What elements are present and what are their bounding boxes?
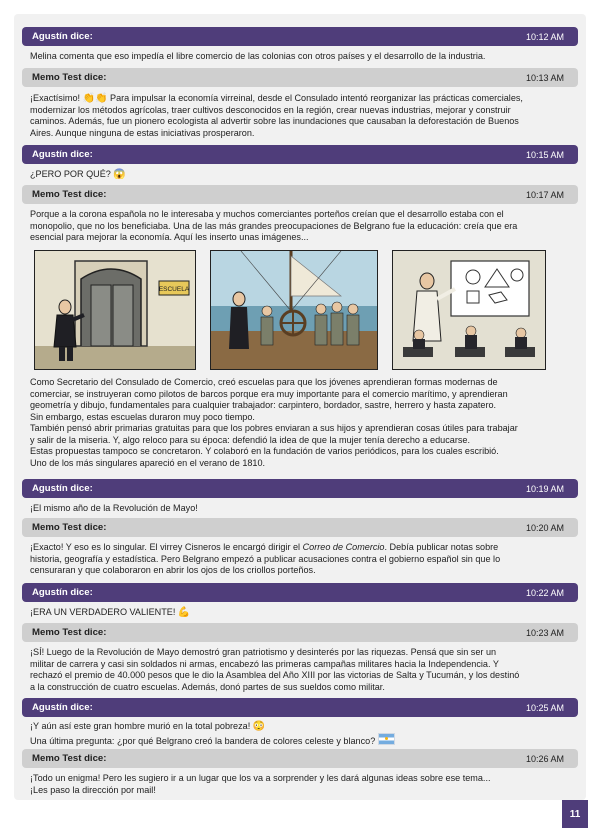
message-body: [30, 93, 578, 139]
message-line: Melina comenta que eso impedía el libre comercio de las colonias con otros países y el desarrollo de la industria.: [30, 51, 486, 61]
embarrassed-face-icon: 😳: [252, 721, 266, 732]
sender-name: Agustín dice:: [32, 702, 93, 713]
sender-name: Memo Test dice:: [32, 753, 107, 764]
message-line: ¡Exacto! Y eso es lo singular. El virrey Cisneros le encargó dirigir el: [30, 542, 301, 552]
clapping-hands-icon: 👏👏: [82, 93, 108, 104]
message-line: ¡ERA UN VERDADERO VALIENTE!: [30, 607, 176, 617]
message-line: ¡SÍ! Luego de la Revolución de Mayo demostró gran patriotismo y desinterés por las riquezas. Pensá que sin ser un: [30, 647, 497, 657]
message-body: [30, 169, 578, 181]
timestamp: 10:26 AM: [525, 753, 564, 764]
message-line: Porque a la corona española no le interesaba y muchos comerciantes porteños creían que el desarrollo estaba con el: [30, 209, 504, 219]
message-header-memo: [22, 623, 578, 642]
illustration-ship: [210, 250, 378, 370]
message-line: ¿PERO POR QUÉ?: [30, 169, 111, 179]
timestamp: 10:20 AM: [525, 522, 564, 533]
sender-name: Agustín dice:: [32, 587, 93, 598]
message-line: Estas propuestas tampoco se concretaron. Y colaboró en la fundación de varios periódicos, para los cuales escribió.: [30, 446, 499, 456]
message-line: ¡El mismo año de la Revolución de Mayo!: [30, 503, 198, 513]
message-body: [30, 647, 578, 693]
message-line: comerciar, se instruyeran como pilotos de barcos porque era muy importante para el comercio marítimo, y aprendieran: [30, 388, 508, 399]
message-body: [30, 773, 578, 796]
sender-name: Memo Test dice:: [32, 522, 107, 533]
message-header-agustin: [22, 145, 578, 164]
message-body: [30, 542, 578, 577]
message-line: Una última pregunta: ¿por qué Belgrano creó la bandera de colores celeste y blanco?: [30, 735, 376, 746]
school-sign-text: ESCUELA: [158, 286, 190, 293]
message-header-memo: [22, 68, 578, 87]
message-line: Sin embargo, estas escuelas duraron muy poco tiempo.: [30, 411, 255, 422]
timestamp: 10:13 AM: [525, 72, 564, 83]
sender-name: Agustín dice:: [32, 149, 93, 160]
timestamp: 10:25 AM: [525, 702, 564, 713]
message-line: y salir de la miseria. Y, algo reloco para su época: defendió la idea de que la mujer tenía derecho a educarse.: [30, 434, 470, 445]
newspaper-title: Correo de Comercio: [302, 542, 385, 552]
page-number: 11: [562, 800, 588, 828]
illustration-classroom: [392, 250, 546, 370]
message-header-memo: [22, 185, 578, 204]
shocked-face-icon: 😱: [113, 169, 126, 180]
message-header-memo: [22, 749, 578, 768]
message-header-memo: [22, 518, 578, 537]
message-line: ¡Y aún así este gran hombre murió en la total pobreza!: [30, 721, 251, 731]
message-line: Uno de los más singulares apareció en el verano de 1810.: [30, 457, 266, 468]
message-line: ¡Exactísimo!: [30, 93, 81, 103]
timestamp: 10:15 AM: [525, 149, 564, 160]
message-line: historia, geografía y estadística. Pero Belgrano empezó a publicar acusaciones contra el gobierno español sin que lo: [30, 553, 501, 564]
message-line: monopolio, que no los beneficiaba. Una de las más grandes preocupaciones de Belgrano fue la educación: creía que era: [30, 220, 518, 231]
message-body: [30, 503, 578, 515]
illustration-school: [34, 250, 196, 370]
message-line: geometría y dibujo, fundamentales para cualquier trabajador: carpintero, bordador, sastre, herrero y hasta zapatero.: [30, 400, 497, 410]
message-header-agustin: [22, 583, 578, 602]
message-line: ¡Todo un enigma! Pero les sugiero ir a un lugar que los va a sorprender y les dará algunas ideas sobre ese tema...: [30, 773, 491, 783]
message-body-continued: [30, 377, 578, 469]
flexed-biceps-icon: 💪: [177, 607, 191, 618]
message-header-agustin: [22, 27, 578, 46]
message-line: Aires. Aunque ninguna de estas iniciativas prosperaron.: [30, 127, 255, 138]
message-line: esencial para mejorar la economía. Aquí les inserto unas imágenes...: [30, 232, 309, 242]
message-line: modernizar los métodos agrícolas, traer cultivos desconocidos en la región, crear nuevas industrias, mejorar y construir: [30, 104, 511, 115]
message-line: ¡Les paso la dirección por mail!: [30, 784, 156, 795]
message-body: [30, 209, 578, 244]
message-line: censuraran y que colaboraron en abrir los ojos de los criollos porteños.: [30, 565, 316, 575]
message-line: . Debía publicar notas sobre: [384, 542, 499, 552]
sender-name: Memo Test dice:: [32, 72, 107, 83]
sender-name: Agustín dice:: [32, 483, 93, 494]
timestamp: 10:23 AM: [525, 627, 564, 638]
message-line: También pensó abrir primarias gratuitas para que los pobres enviaran a sus hijos y aprendieran cosas útiles para trabajar: [30, 423, 518, 433]
message-body: [30, 607, 578, 619]
message-header-agustin: [22, 479, 578, 498]
message-line: rechazó el premio de 40.000 pesos que le dio la Asamblea del Año XIII por las victorias de Salta y Tucumán, y los destinó: [30, 670, 520, 680]
timestamp: 10:17 AM: [525, 189, 564, 200]
sender-name: Memo Test dice:: [32, 189, 107, 200]
timestamp: 10:19 AM: [525, 483, 564, 494]
message-line: Para impulsar la economía virreinal, desde el Consulado intentó reorganizar las prácticas comerciales,: [110, 93, 523, 103]
message-header-agustin: [22, 698, 578, 717]
argentina-flag-icon: [378, 733, 395, 745]
message-line: caminos. Además, fue un pionero ecologista al advertir sobre las inundaciones que causaban la deforestación de Buenos: [30, 116, 519, 126]
message-line: militar de carrera y casi sin soldados ni armas, encabezó las primeras campañas militares hacia la Independencia. Y: [30, 658, 499, 669]
sender-name: Agustín dice:: [32, 31, 93, 42]
timestamp: 10:22 AM: [525, 587, 564, 598]
message-line: a la construcción de cuatro escuelas. Además, donó partes de sus sueldos como militar.: [30, 681, 385, 692]
message-body: [30, 51, 578, 63]
timestamp: 10:12 AM: [525, 31, 564, 42]
message-body: [30, 721, 578, 747]
sender-name: Memo Test dice:: [32, 627, 107, 638]
message-line: Como Secretario del Consulado de Comercio, creó escuelas para que los jóvenes aprendieran formas modernas de: [30, 377, 498, 387]
